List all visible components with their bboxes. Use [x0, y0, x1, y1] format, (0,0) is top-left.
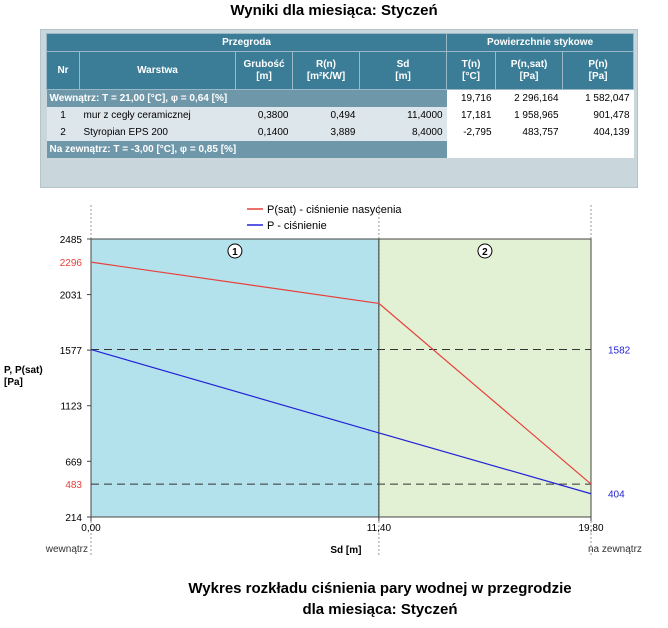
col-header-nr: Nr — [47, 52, 80, 90]
chart-caption-line-1: Wykres rozkładu ciśnienia pary wodnej w przegrodzie — [188, 580, 572, 597]
interface-t: -2,795 — [447, 124, 496, 141]
group-header-interfaces: Powierzchnie stykowe — [447, 34, 634, 52]
outside-side-label: na zewnątrz — [588, 544, 642, 555]
layer-band-1 — [91, 239, 379, 517]
interface-p: 901,478 — [563, 107, 634, 124]
outside-conditions-row — [47, 141, 634, 158]
col-header-sd: Sd [m] — [360, 52, 447, 90]
p-right-marker: 404 — [608, 489, 625, 501]
interface-t: 17,181 — [447, 107, 496, 124]
inside-side-label: wewnątrz — [45, 544, 88, 555]
legend-entry: P(sat) - ciśnienie nasycenia — [267, 204, 402, 216]
p-left-level-marker: 1582 — [608, 345, 631, 357]
psat-right-level-marker: 483 — [65, 480, 82, 492]
layer-band-2 — [379, 239, 591, 517]
legend-entry: P - ciśnienie — [267, 220, 327, 232]
interface-psat: 2 296,164 — [496, 90, 563, 108]
col-header-pnsat: P(n,sat) [Pa] — [496, 52, 563, 90]
page-title: Wyniki dla miesiąca: Styczeń — [230, 2, 438, 19]
table-row: 2 Styropian EPS 200 0,1400 3,889 8,4000 -2,795 483,757 404,139 — [47, 124, 634, 141]
col-header-rn: R(n) [m²K/W] — [293, 52, 360, 90]
interface-psat: 1 958,965 — [496, 107, 563, 124]
y-tick-label: 2031 — [59, 290, 82, 302]
inside-conditions-label: Wewnątrz: T = 21,00 [°C], φ = 0,64 [%] — [47, 90, 447, 108]
y-tick-label: 669 — [65, 457, 82, 469]
pressure-chart — [0, 195, 668, 570]
layer-number-label: 1 — [232, 247, 238, 258]
results-table — [46, 33, 634, 158]
col-header-tn: T(n) [°C] — [447, 52, 496, 90]
results-table-panel — [40, 29, 638, 188]
group-header-przegroda: Przegroda — [47, 34, 447, 52]
outside-conditions-label: Na zewnątrz: T = -3,00 [°C], φ = 0,85 [%] — [47, 141, 447, 158]
col-header-pn: P(n) [Pa] — [563, 52, 634, 90]
interface-p: 404,139 — [563, 124, 634, 141]
x-tick-label: 11,40 — [366, 523, 392, 534]
x-tick-label: 19,80 — [578, 523, 604, 534]
col-header-warstwa: Warstwa — [80, 52, 236, 90]
y-tick-label: 2485 — [59, 235, 82, 246]
chart-caption-line-2: dla miesiąca: Styczeń — [302, 601, 458, 618]
table-row: 1 mur z cegły ceramicznej 0,3800 0,494 11,4000 17,181 1 958,965 901,478 — [47, 107, 634, 124]
psat-left-marker: 2296 — [59, 258, 82, 270]
y-tick-label: 1577 — [59, 346, 82, 358]
y-axis-label: P, P(sat) — [4, 365, 43, 376]
layer-number-label: 2 — [482, 247, 488, 258]
inside-conditions-row — [47, 90, 634, 108]
col-header-grubosc: Grubość [m] — [236, 52, 293, 90]
y-tick-label: 214 — [65, 513, 82, 524]
y-tick-label: 1123 — [60, 401, 82, 413]
x-axis-label: Sd [m] — [330, 545, 362, 556]
x-tick-label: 0,00 — [81, 523, 101, 534]
chart-caption — [0, 578, 668, 620]
interface-t: 19,716 — [447, 90, 496, 108]
y-axis-unit-label: [Pa] — [4, 377, 23, 388]
interface-p: 1 582,047 — [563, 90, 634, 108]
interface-psat: 483,757 — [496, 124, 563, 141]
